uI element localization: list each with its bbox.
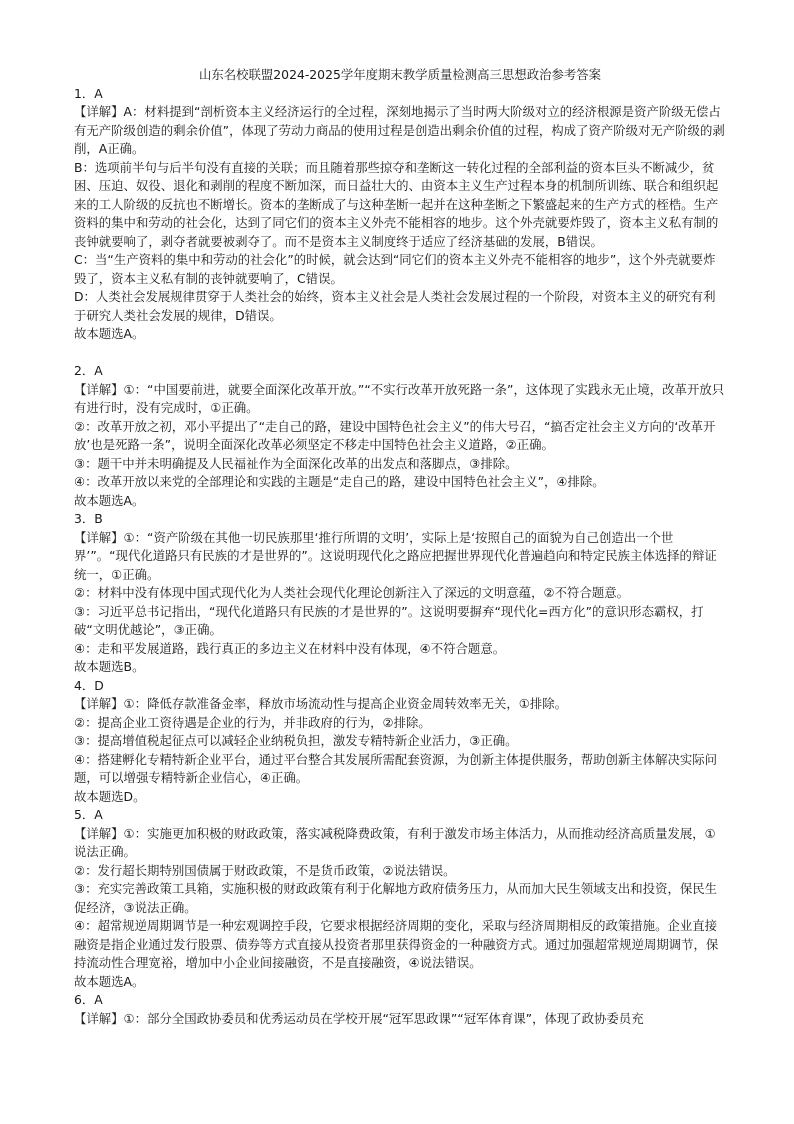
line-24: ④：搭建孵化专精特新企业平台，通过平台整合其发展所需配套资源，为创新主体提供服务，帮助创新主体解决实际问题，可以增强专精特新企业信心，④正确。 xyxy=(74,751,718,785)
line-22: ②：提高企业工资待遇是企业的行为，并非政府的行为，②排除。 xyxy=(74,714,431,730)
line-29: ③：充实完善政策工具箱，实施积极的财政政策有利于化解地方政府债务压力，从而加大民生领域支出和投资，保民生促经济，③说法正确。 xyxy=(74,881,718,915)
line-17: ③：习近平总书记指出，“现代化道路只有民族的才是世界的”。这说明要摒弃“现代化=西方化”的意识形态霸权，打破“文明优越论”，③正确。 xyxy=(74,603,704,637)
line-5: D：人类社会发展规律贯穿于人类社会的始终，资本主义社会是人类社会发展过程的一个阶段，对资本主义的研究有利于研究人类社会发展的规律，D错误。 xyxy=(74,289,716,323)
line-4: C：当“生产资料的集中和劳动的社会化”的时候，就会达到“同它们的资本主义外壳不能相容的地步”，这个外壳就要炸毁了，资本主义私有制的丧钟就要响了，C错误。 xyxy=(74,252,716,286)
line-26: 5．A xyxy=(74,807,103,822)
line-16: ②：材料中没有体现中国式现代化为人类社会现代化理论创新注入了深远的文明意蕴，②不符合题意。 xyxy=(74,585,630,600)
line-33: 【详解】①：部分全国政协委员和优秀运动员在学校开展“冠军思政课”“冠军体育课”，体现了政协委员充 xyxy=(74,1010,644,1026)
line-18: ④：走和平发展道路，践行真正的多边主义在材料中没有体现，④不符合题意。 xyxy=(74,640,506,656)
line-10: ②：改革开放之初，邓小平提出了“走自己的路，建设中国特色社会主义”的伟大号召，“搞否定社会主义方向的‘改革开放’也是死路一条”，说明全面深化改革必须坚定不移走中国特色社会主义道路，②正确。 xyxy=(74,418,716,452)
line-28: ②：发行超长期特别国债属于财政政策，不是货币政策，②说法错误。 xyxy=(74,862,456,878)
line-15: 【详解】①：“资产阶级在其他一切民族那里‘推行所谓的文明’，实际上是‘按照自己的面貌为自己创造出一个世界’”。“现代化道路只有民族的才是世界的”。这说明现代化之路应把握世界现代化普遍趋向和特定民族主体选择的辩证统一，①正确。 xyxy=(74,529,717,582)
line-23: ③：提高增值税起征点可以减轻企业纳税负担，激发专精特新企业活力，③正确。 xyxy=(74,733,518,748)
line-8: 2．A xyxy=(74,363,103,378)
line-2: 【详解】A：材料提到“剖析资本主义经济运行的全过程，深刻地揭示了当时两大阶级对立的经济根源是资产阶级无偿占有无产阶级创造的剩余价值”，体现了劳动力商品的使用过程是创造出剩余价值的过程，构成了资产阶级对无产阶级的剥削，A正确。 xyxy=(74,104,725,156)
line-21: 【详解】①：降低存款准备金率，释放市场流动性与提高企业资金周转效率无关，①排除。 xyxy=(74,696,568,711)
line-12: ④：改革开放以来党的全部理论和实践的主题是“走自己的路，建设中国特色社会主义”，④排除。 xyxy=(74,474,605,489)
line-13: 故本题选A。 xyxy=(74,492,145,508)
line-11: ③：题干中并未明确提及人民福祉作为全面深化改革的出发点和落脚点，③排除。 xyxy=(74,455,518,471)
line-19: 故本题选B。 xyxy=(74,659,145,674)
line-14: 3．B xyxy=(74,511,103,526)
line-1: 1．A xyxy=(74,85,103,101)
line-32: 6．A xyxy=(74,992,103,1007)
line-20: 4．D xyxy=(74,677,104,693)
line-27: 【详解】①：实施更加积极的财政政策，落实减税降费政策，有利于激发市场主体活力，从而推动经济高质量发展，①说法正确。 xyxy=(74,825,716,859)
line-6: 故本题选A。 xyxy=(74,326,145,341)
document-title: 山东名校联盟2024-2025学年度期末教学质量检测高三思想政治参考答案 xyxy=(198,67,602,82)
line-31: 故本题选A。 xyxy=(74,973,145,989)
line-9: 【详解】①：“中国要前进，就要全面深化改革开放。”“不实行改革开放死路一条”，这体现了实践永无止境，改革开放只有进行时，没有完成时，①正确。 xyxy=(74,381,725,415)
answer-document xyxy=(74,66,726,1028)
line-30: ④：超常规逆周期调节是一种宏观调控手段，它要求根据经济周期的变化，采取与经济周期相反的政策措施。企业直接融资是指企业通过发行股票、债券等方式直接从投资者那里获得资金的一种融资方式。通过加强超常规逆周期调节，保持流动性合理宽裕，增加中小企业间接融资，不是直接融资，④说法错误。 xyxy=(74,918,719,970)
line-25: 故本题选D。 xyxy=(74,788,146,804)
line-3: B：选项前半句与后半句没有直接的关联；而且随着那些掠夺和垄断这一转化过程的全部利益的资本巨头不断减少，贫困、压迫、奴役、退化和剥削的程度不断加深，而日益壮大的、由资本主义生产过程本身的机制所训练、联合和组织起来的工人阶级的反抗也不断增长。资本的垄断成了与这种垄断一起并在这种垄断之下繁盛起来的生产方式的桎梏。生产资料的集中和劳动的社会化，达到了同它们的资本主义外壳不能相容的地步。这个外壳就要炸毁了，资本主义私有制的丧钟就要响了，剥夺者就要被剥夺了。而不是资本主义制度终于适应了经济基础的发展，B错误。 xyxy=(74,159,719,249)
blank-line xyxy=(74,344,726,363)
